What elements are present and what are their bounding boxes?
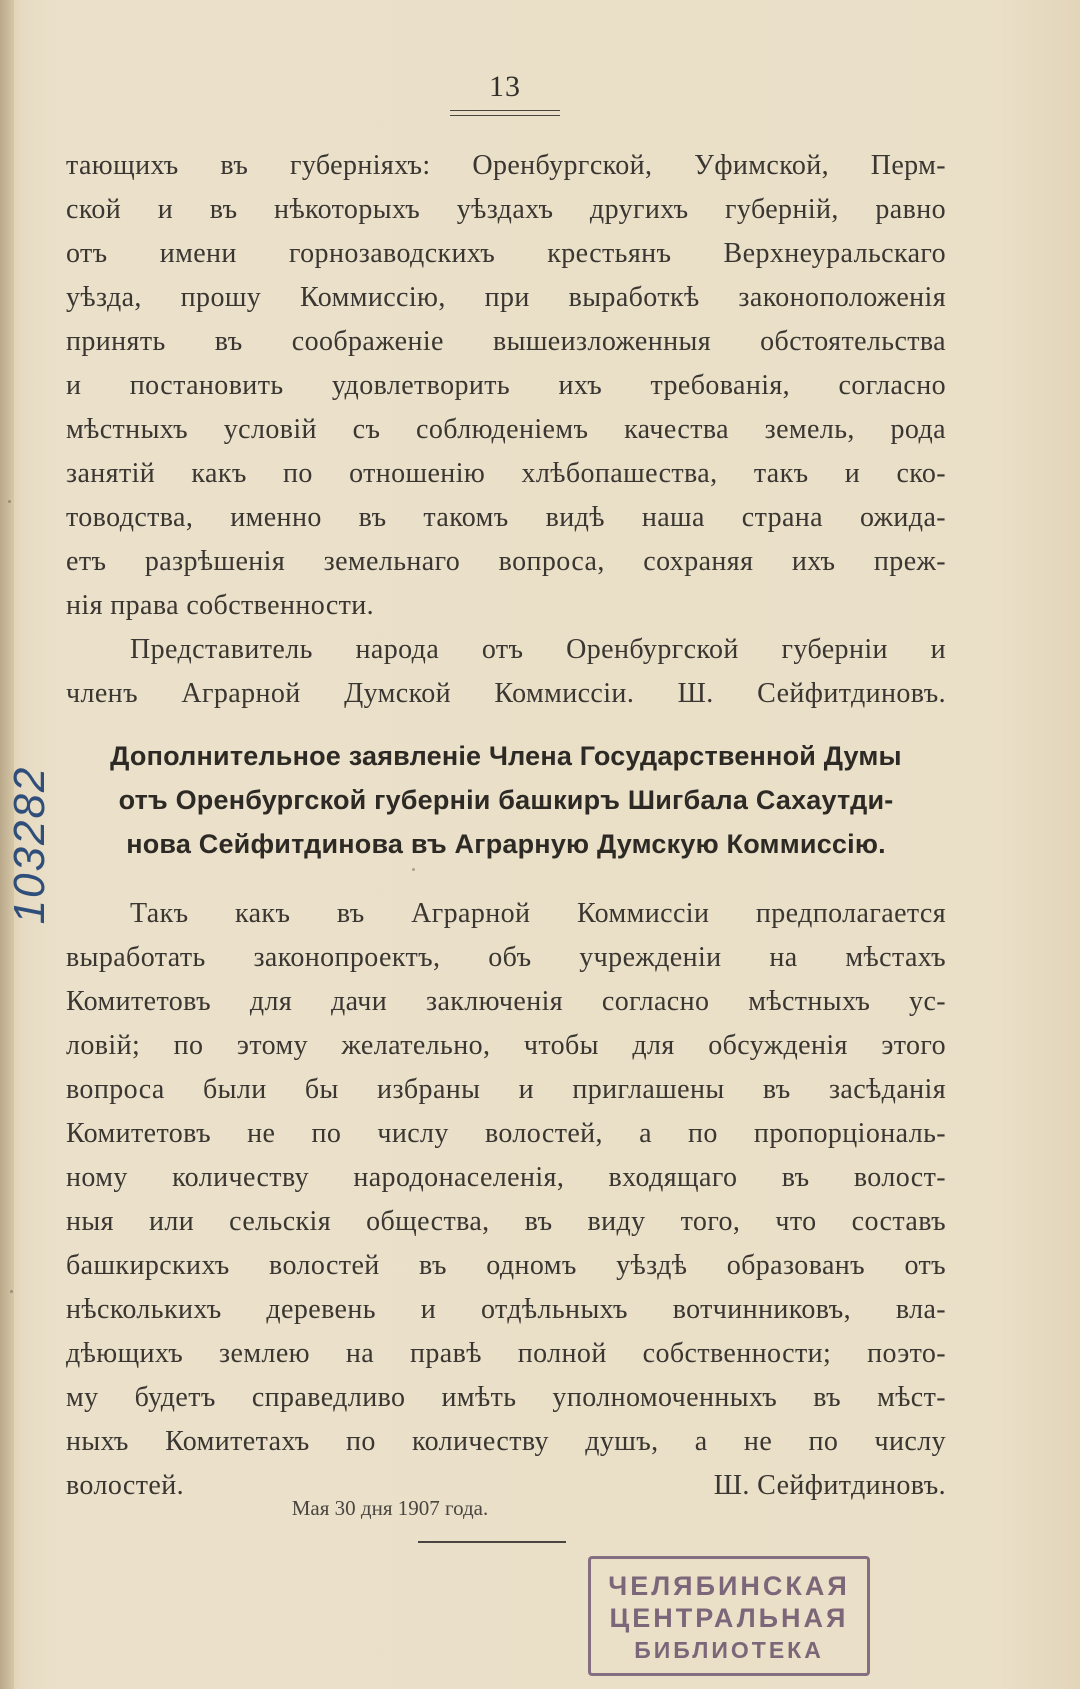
- second-body-line: вопроса были бы избраны и приглашены въ засѣданія: [66, 1074, 946, 1105]
- body-line: ской и въ нѣкоторыхъ уѣздахъ другихъ губерній, равно: [66, 194, 946, 225]
- signature: Ш. Сейфитдиновъ.: [713, 1470, 946, 1501]
- body-line: тающихъ въ губерніяхъ: Оренбургской, Уфимской, Перм-: [66, 150, 946, 181]
- handwritten-inventory-number: 103282: [5, 765, 54, 925]
- stamp-line: ЧЕЛЯБИНСКАЯ: [608, 1571, 850, 1601]
- stamp-line: ЦЕНТРАЛЬНАЯ: [609, 1603, 849, 1633]
- second-body-line: Комитетовъ не по числу волостей, а по пропорціональ-: [66, 1118, 946, 1149]
- body-line: уѣзда, прошу Коммиссію, при выработкѣ законоположенія: [66, 282, 946, 313]
- body-line: мѣстныхъ условій съ соблюденіемъ качества земель, рода: [66, 414, 946, 445]
- second-body-line: му будетъ справедливо имѣть уполномоченныхъ въ мѣст-: [66, 1382, 946, 1413]
- second-body-line: ныхъ Комитетахъ по количеству душъ, а не по числу: [66, 1426, 946, 1457]
- document-date: Мая 30 дня 1907 года.: [291, 1496, 489, 1520]
- paper-speck: [8, 500, 11, 503]
- section-heading-line: нова Сейфитдинова въ Аграрную Думскую Коммиссію.: [126, 829, 886, 859]
- second-body-line: Комитетовъ для дачи заключенія согласно мѣстныхъ ус-: [66, 986, 946, 1017]
- second-body-line: ныя или сельскія общества, въ виду того, что составъ: [66, 1206, 946, 1237]
- representative-line: членъ Аграрной Думской Коммиссіи. Ш. Сейфитдиновъ.: [66, 678, 946, 709]
- second-body-line: башкирскихъ волостей въ одномъ уѣздѣ образованъ отъ: [66, 1250, 946, 1281]
- page-number: 13: [489, 70, 521, 103]
- section-heading-line: Дополнительное заявленіе Члена Государственной Думы: [110, 741, 902, 771]
- body-line-last: нія права собственности.: [66, 590, 375, 621]
- second-body-line: ловій; по этому желательно, чтобы для обсужденія этого: [66, 1030, 946, 1061]
- representative-line: Представитель народа отъ Оренбургской губерніи и: [130, 634, 946, 665]
- body-line: и постановить удовлетворить ихъ требованія, согласно: [66, 370, 946, 401]
- final-line-text: волостей.: [66, 1470, 185, 1501]
- body-line: принять въ соображеніе вышеизложенныя обстоятельства: [66, 326, 946, 357]
- second-body-line: выработать законопроектъ, объ учрежденіи на мѣстахъ: [66, 942, 946, 973]
- paper-speck: [10, 1290, 13, 1293]
- body-line: отъ имени горнозаводскихъ крестьянъ Верхнеуральскаго: [66, 238, 946, 269]
- second-body-line: нѣсколькихъ деревень и отдѣльныхъ вотчинниковъ, вла-: [66, 1294, 946, 1325]
- paper-speck: [412, 868, 415, 871]
- library-stamp: [588, 1556, 870, 1676]
- closing-rule: [418, 1541, 566, 1543]
- body-line: товодства, именно въ такомъ видѣ наша страна ожида-: [66, 502, 946, 533]
- stamp-line: БИБЛИОТЕКА: [634, 1637, 824, 1663]
- second-body-line: дѣющихъ землею на правѣ полной собственности; поэто-: [66, 1338, 946, 1369]
- body-line: занятій какъ по отношенію хлѣбопашества, такъ и ско-: [66, 458, 946, 489]
- second-body-line: Такъ какъ въ Аграрной Коммиссіи предполагается: [130, 898, 946, 929]
- body-line: етъ разрѣшенія земельнаго вопроса, сохраняя ихъ преж-: [66, 546, 946, 577]
- second-body-line: ному количеству народонаселенія, входящаго въ волост-: [66, 1162, 946, 1193]
- page-number-rule: [450, 110, 560, 116]
- section-heading-line: отъ Оренбургской губерніи башкиръ Шигбала Сахаутди-: [118, 785, 894, 815]
